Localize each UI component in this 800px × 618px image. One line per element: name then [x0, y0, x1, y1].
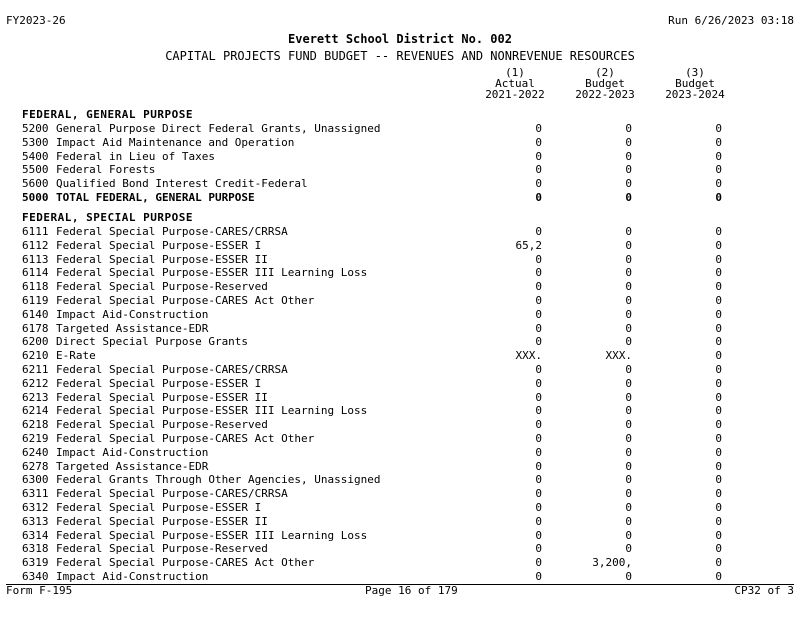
budget-2022-value: 0: [625, 570, 632, 583]
actual-value: 0: [535, 459, 542, 473]
budget-2022-value: 0: [625, 225, 632, 238]
table-row: [22, 377, 782, 390]
actual-value: 0: [535, 390, 542, 404]
table-row: [22, 294, 782, 307]
actual-value: 0: [535, 363, 542, 376]
account-code: 6113: [22, 252, 49, 266]
actual-value: 0: [535, 225, 542, 238]
budget-2023-value: 0: [715, 177, 722, 191]
column-number: (1): [505, 66, 525, 79]
budget-2022-value: 0: [625, 501, 632, 514]
budget-2022-value: 0: [625, 191, 632, 204]
table-row: [22, 391, 782, 404]
account-description: Federal Special Purpose-Reserved: [56, 280, 268, 294]
account-code: 6118: [22, 280, 49, 294]
budget-2022-value: 0: [625, 528, 632, 542]
budget-2022-value: 0: [625, 163, 632, 177]
account-description: Federal Special Purpose-Reserved: [56, 418, 268, 432]
table-row: [22, 473, 782, 486]
budget-2023-value: 0: [715, 473, 722, 487]
account-description: Federal Special Purpose-ESSER III Learning Loss: [56, 528, 368, 542]
table-row: [22, 122, 782, 135]
account-description: Targeted Assistance-EDR: [56, 321, 209, 335]
actual-value: 0: [535, 528, 542, 542]
column-label: Budget: [585, 77, 625, 90]
run-timestamp: Run 6/26/2023 03:18: [668, 14, 794, 27]
actual-value: 0: [535, 376, 542, 390]
budget-2022-value: 0: [625, 122, 632, 135]
actual-value: 0: [535, 473, 542, 487]
table-row: [22, 460, 782, 473]
account-code: 6213: [22, 390, 49, 404]
actual-value: 0: [535, 556, 542, 570]
account-description: Federal Special Purpose-ESSER II: [56, 252, 268, 266]
table-row: [22, 322, 782, 335]
table-row: [22, 150, 782, 163]
column-label: Budget: [675, 77, 715, 90]
budget-2023-value: 0: [715, 445, 722, 459]
actual-value: 0: [535, 280, 542, 294]
table-row: [22, 542, 782, 555]
form-number: Form F-195: [6, 584, 73, 597]
budget-2022-value: 0: [625, 473, 632, 487]
budget-2023-value: 0: [715, 252, 722, 266]
account-description: Federal Special Purpose-ESSER I: [56, 238, 262, 252]
budget-2023-value: 0: [715, 335, 722, 349]
account-code: 5600: [22, 177, 49, 191]
account-description: Qualified Bond Interest Credit-Federal: [56, 177, 308, 191]
account-description: Federal Special Purpose-ESSER III Learning Loss: [56, 266, 368, 280]
actual-value: 0: [535, 149, 542, 163]
account-code: 6340: [22, 570, 49, 583]
budget-2022-value: 0: [625, 294, 632, 307]
budget-2022-value: 0: [625, 376, 632, 390]
column-year: 2022-2023: [575, 88, 635, 101]
account-code: 6313: [22, 514, 49, 528]
budget-2023-value: 0: [715, 432, 722, 445]
actual-value: 0: [535, 445, 542, 459]
budget-2023-value: 0: [715, 459, 722, 473]
account-description: Federal Special Purpose-CARES/CRRSA: [56, 225, 288, 238]
actual-value: 0: [535, 266, 542, 280]
budget-2022-value: 0: [625, 363, 632, 376]
table-row: [22, 487, 782, 500]
actual-value: 0: [535, 514, 542, 528]
actual-value: 0: [535, 294, 542, 307]
account-description: Federal Special Purpose-Reserved: [56, 542, 268, 556]
budget-2022-value: 0: [625, 487, 632, 501]
budget-2023-value: 0: [715, 363, 722, 376]
budget-2023-value: 0: [715, 376, 722, 390]
account-description: Federal Forests: [56, 163, 156, 177]
table-row: [22, 349, 782, 362]
account-description: Impact Aid-Construction: [56, 307, 209, 321]
actual-value: XXX.: [515, 349, 542, 363]
budget-2023-value: 0: [715, 163, 722, 177]
account-description: Federal Special Purpose-CARES Act Other: [56, 432, 315, 445]
table-row: [22, 163, 782, 176]
account-description: TOTAL FEDERAL, GENERAL PURPOSE: [56, 191, 255, 204]
budget-2023-value: 0: [715, 501, 722, 514]
table-row: [22, 529, 782, 542]
account-code: 6314: [22, 528, 49, 542]
budget-2022-value: 0: [625, 459, 632, 473]
budget-2022-value: 0: [625, 307, 632, 321]
account-description: Federal Special Purpose-ESSER II: [56, 390, 268, 404]
actual-value: 65,2: [515, 238, 542, 252]
budget-2023-value: 0: [715, 266, 722, 280]
actual-value: 0: [535, 321, 542, 335]
report-title: CAPITAL PROJECTS FUND BUDGET -- REVENUES AND NONREVENUE RESOURCES: [165, 49, 635, 63]
budget-2023-value: 0: [715, 514, 722, 528]
budget-2022-value: 0: [625, 404, 632, 418]
account-code: 5200: [22, 122, 49, 135]
account-description: Direct Special Purpose Grants: [56, 335, 249, 349]
table-row: [22, 432, 782, 445]
budget-2023-value: 0: [715, 418, 722, 432]
account-code: 6278: [22, 459, 49, 473]
budget-2023-value: 0: [715, 191, 722, 204]
budget-2022-value: 0: [625, 335, 632, 349]
budget-2023-value: 0: [715, 556, 722, 570]
account-code: 6218: [22, 418, 49, 432]
fiscal-year-label: FY2023-26: [6, 14, 66, 27]
table-row: [22, 253, 782, 266]
account-code: 5300: [22, 135, 49, 149]
account-code: 5500: [22, 163, 49, 177]
actual-value: 0: [535, 432, 542, 445]
account-code: 6140: [22, 307, 49, 321]
table-row: [22, 308, 782, 321]
table-row: [22, 501, 782, 514]
account-description: Federal Special Purpose-CARES/CRRSA: [56, 487, 288, 501]
budget-2023-value: 0: [715, 225, 722, 238]
column-year: 2021-2022: [485, 88, 545, 101]
budget-2022-value: 0: [625, 445, 632, 459]
actual-value: 0: [535, 122, 542, 135]
district-name: Everett School District No. 002: [288, 32, 512, 46]
account-description: Federal Special Purpose-ESSER I: [56, 376, 262, 390]
budget-2022-value: 0: [625, 238, 632, 252]
column-label: Actual: [495, 77, 535, 90]
budget-2022-value: 0: [625, 177, 632, 191]
account-code: 6112: [22, 238, 49, 252]
total-row: [22, 191, 782, 204]
account-description: Federal in Lieu of Taxes: [56, 149, 215, 163]
budget-2023-value: 0: [715, 542, 722, 556]
account-code: 6178: [22, 321, 49, 335]
actual-value: 0: [535, 542, 542, 556]
table-row: [22, 556, 782, 569]
section-page: CP32 of 3: [734, 584, 794, 597]
actual-value: 0: [535, 335, 542, 349]
actual-value: 0: [535, 487, 542, 501]
account-code: 6318: [22, 542, 49, 556]
account-code: 6200: [22, 335, 49, 349]
budget-2023-value: 0: [715, 149, 722, 163]
budget-2022-value: 0: [625, 542, 632, 556]
budget-2023-value: 0: [715, 390, 722, 404]
actual-value: 0: [535, 252, 542, 266]
account-description: Federal Grants Through Other Agencies, Unassigned: [56, 473, 381, 487]
column-header-budget-2023: [655, 67, 735, 100]
budget-2023-value: 0: [715, 122, 722, 135]
account-description: Impact Aid-Construction: [56, 445, 209, 459]
account-description: General Purpose Direct Federal Grants, Unassigned: [56, 122, 381, 135]
budget-2023-value: 0: [715, 294, 722, 307]
account-code: 6210: [22, 349, 49, 363]
table-row: [22, 177, 782, 190]
table-row: [22, 404, 782, 417]
page-number: Page 16 of 179: [365, 584, 458, 597]
section-title: FEDERAL, GENERAL PURPOSE: [22, 108, 193, 121]
account-description: Impact Aid-Construction: [56, 570, 209, 583]
table-row: [22, 266, 782, 279]
budget-2023-value: 0: [715, 280, 722, 294]
budget-2023-value: 0: [715, 570, 722, 583]
budget-2023-value: 0: [715, 349, 722, 363]
account-description: Federal Special Purpose-ESSER III Learning Loss: [56, 404, 368, 418]
table-row: [22, 280, 782, 293]
budget-2022-value: 0: [625, 321, 632, 335]
table-row: [22, 446, 782, 459]
account-code: 6114: [22, 266, 49, 280]
table-row: [22, 225, 782, 238]
budget-2022-value: 0: [625, 280, 632, 294]
account-description: Impact Aid Maintenance and Operation: [56, 135, 295, 149]
column-year: 2023-2024: [665, 88, 725, 101]
budget-2023-value: 0: [715, 307, 722, 321]
account-description: Federal Special Purpose-ESSER I: [56, 501, 262, 514]
budget-2023-value: 0: [715, 404, 722, 418]
budget-2022-value: 0: [625, 266, 632, 280]
budget-2022-value: 0: [625, 418, 632, 432]
account-code: 5400: [22, 149, 49, 163]
budget-2022-value: 0: [625, 390, 632, 404]
actual-value: 0: [535, 307, 542, 321]
table-row: [22, 418, 782, 431]
table-row: [22, 136, 782, 149]
account-description: Federal Special Purpose-CARES Act Other: [56, 556, 315, 570]
table-row: [22, 515, 782, 528]
account-code: 6219: [22, 432, 49, 445]
actual-value: 0: [535, 163, 542, 177]
table-row: [22, 335, 782, 348]
budget-2023-value: 0: [715, 135, 722, 149]
budget-2022-value: 0: [625, 135, 632, 149]
actual-value: 0: [535, 501, 542, 514]
budget-2023-value: 0: [715, 528, 722, 542]
table-row: [22, 239, 782, 252]
account-code: 5000: [22, 191, 49, 204]
account-description: Federal Special Purpose-CARES Act Other: [56, 294, 315, 307]
actual-value: 0: [535, 418, 542, 432]
column-header-budget-2022: [565, 67, 645, 100]
actual-value: 0: [535, 177, 542, 191]
account-code: 6214: [22, 404, 49, 418]
table-row: [22, 363, 782, 376]
account-description: Federal Special Purpose-CARES/CRRSA: [56, 363, 288, 376]
section-title: FEDERAL, SPECIAL PURPOSE: [22, 211, 193, 224]
budget-2023-value: 0: [715, 238, 722, 252]
account-code: 6119: [22, 294, 49, 307]
budget-2022-value: 3,200,: [592, 556, 632, 570]
budget-2022-value: XXX.: [605, 349, 632, 363]
column-header-actual: [475, 67, 555, 100]
budget-2023-value: 0: [715, 487, 722, 501]
account-description: Targeted Assistance-EDR: [56, 459, 209, 473]
column-number: (2): [595, 66, 615, 79]
budget-2022-value: 0: [625, 149, 632, 163]
account-description: E-Rate: [56, 349, 96, 363]
column-number: (3): [685, 66, 705, 79]
account-description: Federal Special Purpose-ESSER II: [56, 514, 268, 528]
account-code: 6319: [22, 556, 49, 570]
actual-value: 0: [535, 404, 542, 418]
account-code: 6211: [22, 363, 49, 376]
account-code: 6300: [22, 473, 49, 487]
account-code: 6240: [22, 445, 49, 459]
actual-value: 0: [535, 570, 542, 583]
account-code: 6311: [22, 487, 49, 501]
account-code: 6111: [22, 225, 49, 238]
budget-2022-value: 0: [625, 432, 632, 445]
account-code: 6312: [22, 501, 49, 514]
actual-value: 0: [535, 191, 542, 204]
table-row: [22, 570, 782, 583]
budget-2022-value: 0: [625, 514, 632, 528]
account-code: 6212: [22, 376, 49, 390]
actual-value: 0: [535, 135, 542, 149]
budget-2022-value: 0: [625, 252, 632, 266]
budget-2023-value: 0: [715, 321, 722, 335]
